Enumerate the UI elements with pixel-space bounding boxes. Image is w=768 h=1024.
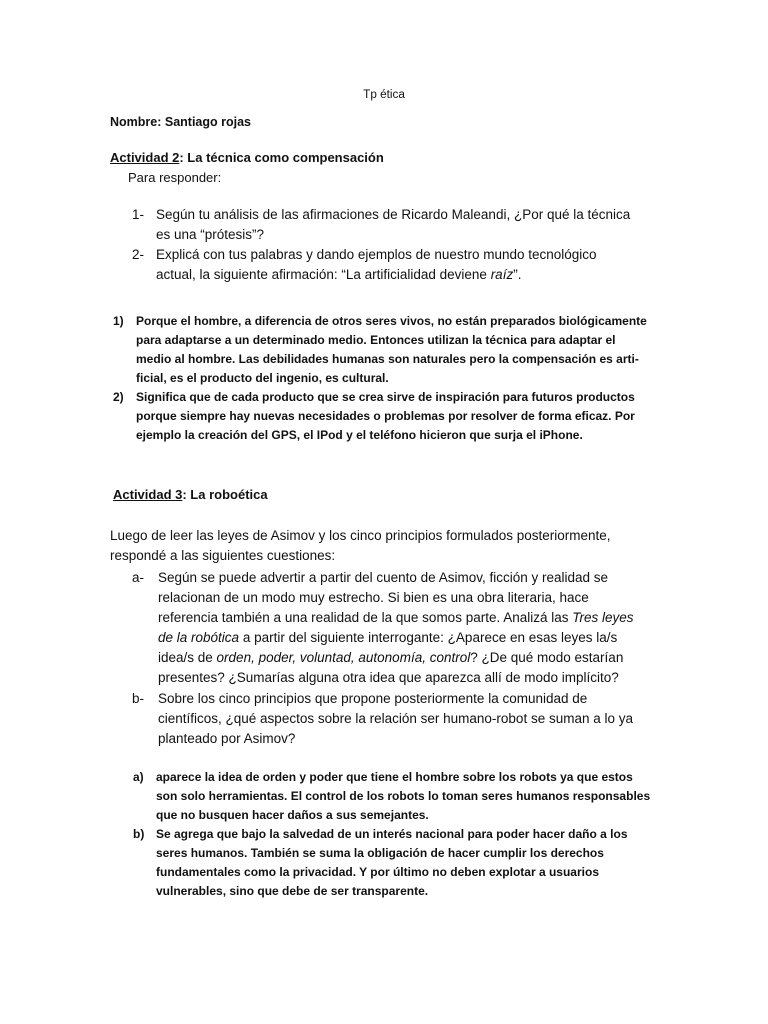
question-a-emphasis-2: de la robótica [158, 630, 240, 645]
answer-a-line-2: son solo herramientas. El control de los robots lo toman seres humanos responsables [156, 789, 651, 803]
answer-b-line-4: vulnerables, sino que debe de ser transparente. [156, 884, 429, 898]
question-2-line-2-end: ”. [513, 267, 522, 282]
answer-1-line-2: para adaptarse a un determinado medio. Entonces utilizan la técnica para adaptar el [136, 333, 616, 347]
answer-b-line-2: seres humanos. También se suma la obligación de hacer cumplir los derechos [156, 846, 604, 860]
answer-1-line-1: Porque el hombre, a diferencia de otros seres vivos, no están preparados biológicamente [136, 314, 647, 328]
question-a-emphasis-1: Tres leyes [572, 610, 634, 625]
question-b-line-1: Sobre los cinco principios que propone posteriormente la comunidad de [158, 691, 588, 706]
question-a-line-3-text: referencia también a una realidad de la que somos parte. Analizá las [158, 610, 573, 625]
answer-a-line-3: que no busquen hacer daños a sus semejantes. [156, 808, 429, 822]
answer-2-line-3: ejemplo la creación del GPS, el IPod y el teléfono hicieron que surja el iPhone. [136, 428, 583, 442]
question-a-marker: a- [132, 570, 145, 585]
question-b-line-3: planteado por Asimov? [158, 731, 296, 746]
answer-1-line-3: medio al hombre. Las debilidades humanas son naturales pero la compensación es arti- [136, 352, 639, 366]
page-title: Tp ética [363, 88, 405, 101]
answer-2-line-2: porque siempre hay nuevas necesidades o problemas por resolver de forma eficaz. Por [136, 409, 635, 423]
answer-1-line-4: ficial, es el producto del ingenio, es cultural. [136, 371, 389, 385]
activity-3-intro-line-2: respondé a las siguientes cuestiones: [110, 548, 336, 563]
question-a-line-3 [158, 608, 634, 628]
question-a-line-5-end: ? ¿De qué modo estarían [470, 650, 624, 665]
question-a-line-4 [158, 628, 617, 648]
answer-b-marker: b) [133, 827, 145, 841]
question-a-emphasis-3: orden, poder, voluntad, autonomía, control [216, 650, 471, 665]
answer-1-marker: 1) [113, 314, 124, 328]
question-b-line-2: científicos, ¿qué aspectos sobre la relación ser humano-robot se suman a lo ya [158, 711, 633, 726]
question-2-marker: 2- [132, 247, 145, 262]
question-2-line-2-text: actual, la siguiente afirmación: “La artificialidad deviene [156, 267, 491, 282]
activity-2-prompt: Para responder: [128, 170, 222, 185]
question-a-line-1: Según se puede advertir a partir del cuento de Asimov, ficción y realidad se [158, 570, 609, 585]
answer-a-line-1: aparece la idea de orden y poder que tiene el hombre sobre los robots ya que estos [156, 770, 633, 784]
question-1-line-1: Según tu análisis de las afirmaciones de Ricardo Maleandi, ¿Por qué la técnica [156, 207, 631, 222]
question-a-line-5-text: idea/s de [158, 650, 217, 665]
activity-2-label: Actividad 2 [110, 150, 180, 165]
question-1-marker: 1- [132, 207, 145, 222]
question-a-line-2: relacionan de un modo muy estrecho. Si bien es una obra literaria, hace [158, 590, 589, 605]
activity-3-intro-line-1: Luego de leer las leyes de Asimov y los cinco principios formulados posteriormente, [110, 528, 611, 543]
activity-3-heading [113, 487, 268, 502]
activity-3-title: : La roboética [182, 487, 268, 502]
student-name-line: Nombre: Santiago rojas [110, 115, 251, 129]
answer-b-line-3: fundamentales como la privacidad. Y por último no deben explotar a usuarios [156, 865, 599, 879]
answer-b-line-1: Se agrega que bajo la salvedad de un interés nacional para poder hacer daño a los [156, 827, 628, 841]
question-2-emphasis: raíz [490, 267, 514, 282]
activity-2-heading [110, 150, 384, 165]
answer-2-line-1: Significa que de cada producto que se crea sirve de inspiración para futuros productos [136, 390, 635, 404]
question-b-marker: b- [132, 691, 145, 706]
question-2-line-2 [156, 265, 521, 285]
question-2-line-1: Explicá con tus palabras y dando ejemplos de nuestro mundo tecnológico [156, 247, 597, 262]
question-a-line-6: presentes? ¿Sumarías alguna otra idea que aparezca allí de modo implícito? [158, 670, 619, 685]
question-1-line-2: es una “prótesis”? [156, 227, 265, 242]
question-a-line-4-text: a partir del siguiente interrogante: ¿Aparece en esas leyes la/s [239, 630, 618, 645]
answer-2-marker: 2) [113, 390, 124, 404]
question-a-line-5 [158, 648, 623, 668]
activity-3-label: Actividad 3 [113, 487, 183, 502]
answer-a-marker: a) [133, 770, 144, 784]
activity-2-title: : La técnica como compensación [179, 150, 384, 165]
